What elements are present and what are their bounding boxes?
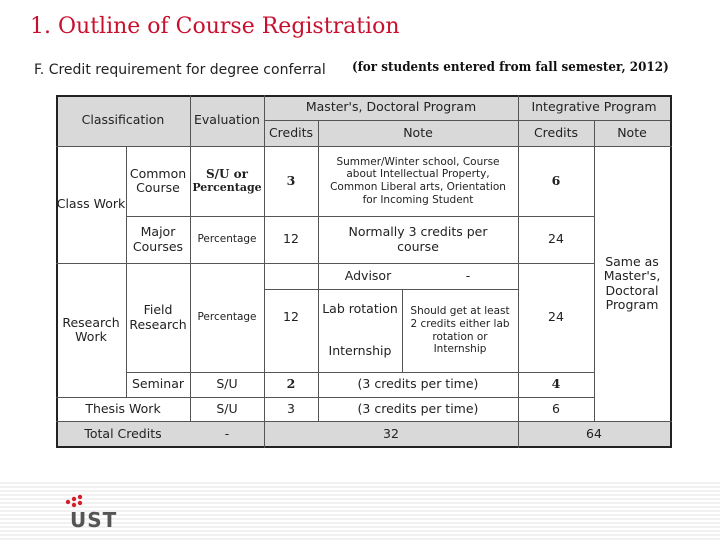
- lab-rotation-label: Lab rotation: [322, 301, 398, 317]
- header-credits: Credits: [268, 124, 314, 140]
- header-int-note: Note: [617, 124, 647, 140]
- total-credits-label: Total Credits: [84, 426, 162, 442]
- header-note: Note: [403, 124, 433, 140]
- common-credits: 3: [286, 172, 296, 188]
- page-title: 1. Outline of Course Registration: [30, 14, 400, 39]
- common-eval-pct: Percentage: [192, 180, 262, 194]
- logo-text: UST: [70, 508, 118, 532]
- thesis-credits: 3: [287, 400, 295, 416]
- major-credits: 12: [283, 231, 299, 247]
- seminar-eval: S/U: [216, 376, 238, 392]
- common-note: Summer/Winter school, Course about Intellectual Property, Common Liberal arts, Orientation for Incoming Student: [330, 155, 506, 206]
- research-work-label: Research Work: [62, 314, 120, 344]
- header-classification: Classification: [81, 112, 165, 128]
- advisor-note: -: [465, 267, 471, 283]
- thesis-eval: S/U: [216, 400, 238, 416]
- seminar-note: (3 credits per time): [357, 376, 479, 392]
- table-border-right: [670, 95, 672, 448]
- major-eval: Percentage: [197, 233, 257, 246]
- thesis-note: (3 credits per time): [357, 400, 479, 416]
- total-ms-credits: 32: [383, 426, 399, 442]
- internship-label: Internship: [328, 342, 392, 358]
- header-evaluation: Evaluation: [194, 112, 260, 128]
- common-course-label: Common Course: [129, 165, 187, 195]
- seminar-int-credits: 4: [551, 376, 561, 392]
- field-int-credits: 24: [548, 309, 564, 325]
- major-note: Normally 3 credits per course: [348, 224, 488, 254]
- credit-table: [56, 95, 672, 448]
- subtitle-note: (for students entered from fall semester, 2012): [352, 60, 669, 75]
- seminar-credits: 2: [286, 376, 296, 392]
- class-work-label: Class Work: [56, 196, 126, 212]
- major-int-credits: 24: [548, 231, 564, 247]
- seminar-label: Seminar: [132, 376, 184, 392]
- thesis-int-credits: 6: [552, 400, 560, 416]
- total-eval: -: [224, 426, 230, 442]
- common-eval-su: S/U or: [205, 166, 249, 181]
- integrative-note: Same as Master's, Doctoral Program: [603, 253, 661, 312]
- page-subtitle: F. Credit requirement for degree conferral: [34, 62, 326, 78]
- advisor-label: Advisor: [344, 267, 392, 283]
- field-credits: 12: [283, 309, 299, 325]
- major-courses-label: Major Courses: [132, 224, 184, 254]
- common-int-credits: 6: [551, 172, 561, 188]
- total-int-credits: 64: [586, 426, 602, 442]
- common-eval: [190, 146, 264, 216]
- field-research-label: Field Research: [129, 302, 187, 332]
- header-masters-doctoral: Master's, Doctoral Program: [305, 99, 477, 115]
- thesis-work-label: Thesis Work: [85, 400, 161, 416]
- field-eval: Percentage: [197, 311, 257, 324]
- header-integrative: Integrative Program: [531, 99, 657, 115]
- field-note: Should get at least 2 credits either lab rotation or Internship: [410, 305, 510, 356]
- header-int-credits: Credits: [533, 124, 579, 140]
